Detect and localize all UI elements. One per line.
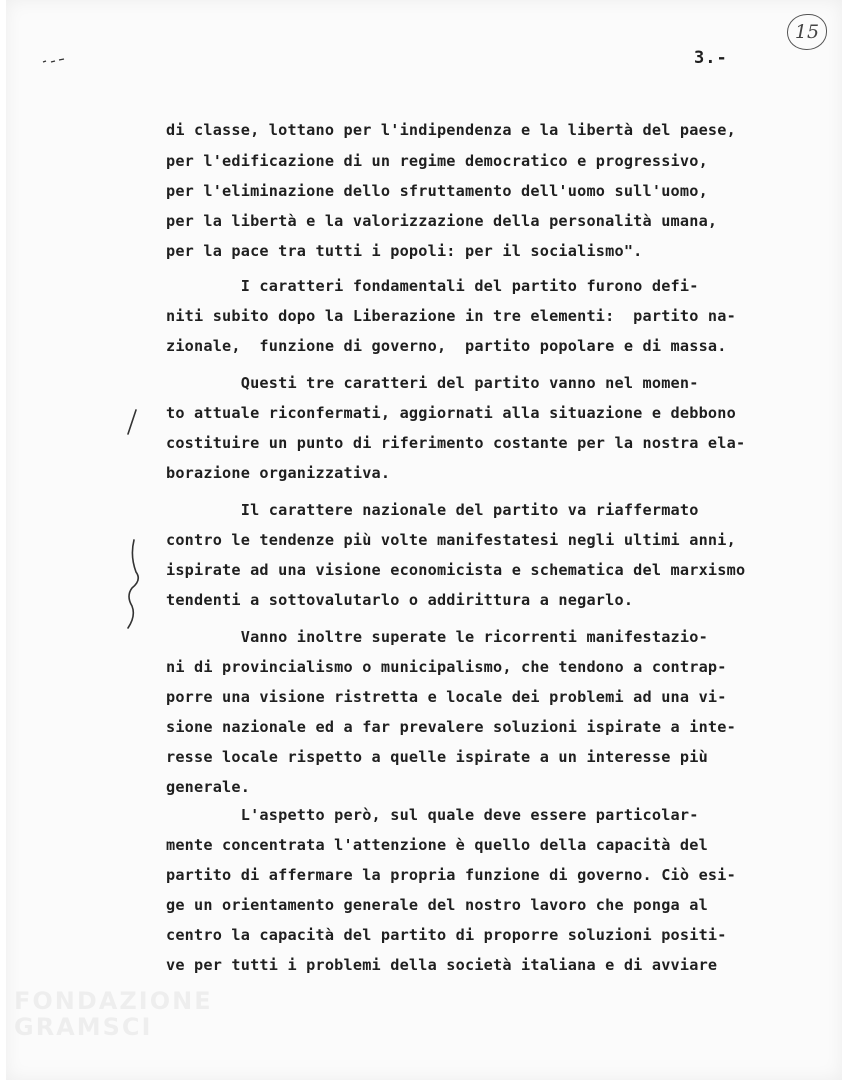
text-line: centro la capacità del partito di proporre soluzioni positi- bbox=[166, 926, 727, 944]
text-line: zionale, funzione di governo, partito popolare e di massa. bbox=[166, 337, 727, 355]
margin-mark-bracket bbox=[122, 536, 152, 632]
watermark bbox=[14, 988, 213, 1040]
text-line: niti subito dopo la Liberazione in tre elementi: partito na- bbox=[166, 307, 736, 325]
text-line: sione nazionale ed a far prevalere soluzioni ispirate a inte- bbox=[166, 718, 736, 736]
document-page bbox=[6, 0, 842, 1080]
text-line: Vanno inoltre superate le ricorrenti manifestazio- bbox=[166, 628, 708, 646]
margin-mark-single bbox=[122, 408, 146, 438]
text-line: borazione organizzativa. bbox=[166, 464, 391, 482]
text-line: resse locale rispetto a quelle ispirate a un interesse più bbox=[166, 748, 708, 766]
watermark-line: GRAMSCI bbox=[14, 1013, 153, 1041]
folio-number: 15 bbox=[787, 14, 827, 50]
text-line: contro le tendenze più volte manifestatesi negli ultimi anni, bbox=[166, 531, 736, 549]
text-line: ge un orientamento generale del nostro lavoro che ponga al bbox=[166, 896, 708, 914]
text-line: costituire un punto di riferimento costante per la nostra ela- bbox=[166, 434, 746, 452]
text-line: Questi tre caratteri del partito vanno nel momen- bbox=[166, 374, 699, 392]
text-line: porre una visione ristretta e locale dei problemi ad una vi- bbox=[166, 688, 727, 706]
text-line: per l'eliminazione dello sfruttamento dell'uomo sull'uomo, bbox=[166, 182, 708, 200]
text-line: ispirate ad una visione economicista e schematica del marxismo bbox=[166, 561, 746, 579]
text-line: Il carattere nazionale del partito va riaffermato bbox=[166, 501, 699, 519]
text-line: I caratteri fondamentali del partito furono defi- bbox=[166, 277, 699, 295]
text-line: per l'edificazione di un regime democratico e progressivo, bbox=[166, 152, 708, 170]
text-line: per la pace tra tutti i popoli: per il socialismo". bbox=[166, 242, 643, 260]
text-line: L'aspetto però, sul quale deve essere particolar- bbox=[166, 806, 699, 824]
text-line: tendenti a sottovalutarlo o addirittura a negarlo. bbox=[166, 591, 634, 609]
scratch-mark bbox=[42, 58, 68, 64]
page-number: 3.- bbox=[694, 48, 728, 68]
text-line: mente concentrata l'attenzione è quello della capacità del bbox=[166, 836, 708, 854]
text-line: per la libertà e la valorizzazione della personalità umana, bbox=[166, 212, 718, 230]
text-line: ni di provincialismo o municipalismo, che tendono a contrap- bbox=[166, 658, 727, 676]
text-line: to attuale riconfermati, aggiornati alla situazione e debbono bbox=[166, 404, 736, 422]
watermark-line: FONDAZIONE bbox=[14, 987, 213, 1015]
text-line: di classe, lottano per l'indipendenza e la libertà del paese, bbox=[166, 121, 736, 139]
text-line: partito di affermare la propria funzione di governo. Ciò esi- bbox=[166, 866, 736, 884]
text-line: ve per tutti i problemi della società italiana e di avviare bbox=[166, 956, 718, 974]
text-line: generale. bbox=[166, 778, 251, 796]
